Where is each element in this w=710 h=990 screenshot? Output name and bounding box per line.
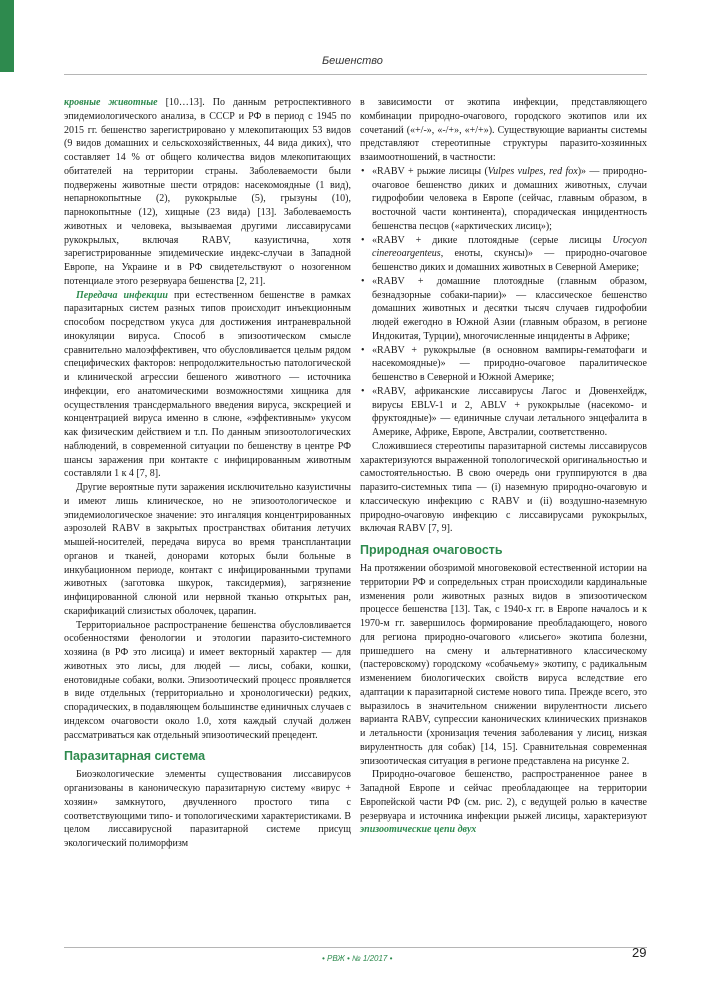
list-item: • «RABV + домашние плотоядные (главным образом, безнадзорные собаки-парии)» — классическое бешенство домашних животных и десятки тысяч случаев гидрофобии людей ежегодно в Южной Азии (главным образом, в регионе Индокитая, Турции), многочисленные инциденты в Африке;	[361, 275, 647, 342]
system-variants-list	[360, 165, 647, 440]
section-color-tab	[0, 0, 14, 72]
bullet-icon: •	[361, 385, 365, 397]
paragraph-bioecological: Биоэкологические элементы существования лиссавирусов организованы в каноническую паразитарную систему «вирус + хозяин» замкнутого, двучленного простого типа с соответствующими типо- и топологическими характеристиками. В целом лиссавирусной паразитарной системе присущ экологический полиморфизм	[64, 769, 351, 849]
heading-natural-focality: Природная очаговость	[360, 543, 503, 557]
paragraph-stereotypes: Сложившиеся стереотипы паразитарной системы лиссавирусов характеризуются выраженной топологической оригинальностью и самостоятельностью. В свою очередь они группируются в два паразито-системных типа — (i) наземную природно-очаговую и классическую инфекцию с RABV и (ii) воздушно-наземную природно-очаговую инфекцию с лиссавирусами рукокрылых, включая RABV [7, 9].	[360, 440, 647, 535]
term-epizootic-chains: эпизоотические цепи двух	[360, 824, 477, 836]
page-number: 29	[632, 945, 647, 960]
paragraph-transmission	[64, 289, 351, 482]
term-transmission: Передача инфекции	[76, 289, 168, 301]
list-item: • «RABV + дикие плотоядные (серые лисицы Urocyon cinereoargenteus, еноты, скунсы)» — природно-очаговое бешенство диких и домашних животных в Северной Америке;	[361, 234, 647, 273]
paragraph-other-routes: Другие вероятные пути заражения исключительно казуистичны и имеют лишь клиническое, но не эпизоотологическое и эпидемиологическое значение: это ингаляция концентрированных аэрозолей RABV в закрытых пространствах обитания летучих мышей-носителей, передача вируса во время трансплантации органов и тканей, донорами которых были больные в инкубационном периоде, контакт с инфицированными трупами животных (заготовка шкурок, таксидермия), загрязнение инфицированной слюной или нервной тканью открытых ран, скарификаций слизистых оболочек, царапин.	[64, 482, 351, 617]
bullet-icon: •	[361, 275, 365, 287]
paragraph-transmission-text: при естественном бешенстве в рамках паразитарных систем разных типов происходит инъекционным способом посредством укуса для достижения интраневральной инокуляции вируса. Способ в эпизоотическом смысле сравнительно малоэффективен, что обусловливается целым рядом специфических факторов: непродолжительностью патологической и клинической агрессии бешеного животного — источника инфекции, его анатомическими возможностями хищника для осуществления трансдермального введения вируса, экскрецией и концентрацией вируса именно в слюне, «эффективным» укусом как физическим действием и т.п. По данным эпизоотологических наблюдений, в современной ситуации по бешенству в центре РФ шансы заражения при контакте с инфицированным животным составляли 1 к 4 [7, 8].	[64, 289, 351, 480]
paragraph-territorial-spread: Территориальное распространение бешенства обусловливается особенностями фенологии и этологии паразито-системного хозяина (в РФ это лисица) и имеет векторный характер — для животных это лисы, для людей — лисы, собаки, кошки, енотовидные собаки, волки. Эпизоотический процесс проявляется в виде отдельных (территориально и хронологически) редких, спорадических, в подавляющем большинстве единичных случаев с индексом очаговости около 1.0, хотя каждый случай должен рассматриваться как отдельный эпизоотический прецедент.	[64, 619, 351, 741]
list-item: • «RABV + рыжие лисицы (Vulpes vulpes, red fox)» — природно-очаговое бешенство диких и домашних животных, случаи гидрофобии человека в Европе (сейчас, главным образом, в восточной части континента), спорадическая инцидентность бешенства песцов («арктических лисиц»);	[361, 165, 647, 232]
paragraph-ecotype: в зависимости от экотипа инфекции, представляющего комбинации природно-очагового, городского экотипов или их сочетаний («+/-», «-/+», «+/+»). Существующие варианты системы представляют стереотипные структуры паразито-хозяинных взаимоотношений, в частности:	[360, 97, 647, 163]
right-text-column	[360, 96, 647, 837]
list-item: • «RABV, африканские лиссавирусы Лагос и Дювенхейдж, вирусы EBLV-1 и 2, ABLV + рукокрылые (насекомо- и фруктоядные)» — единичные случаи летального энцефалита в Америке, Африке, Европе, Австралии, соответственно.	[361, 385, 647, 438]
paragraph-history: На протяжении обозримой многовековой естественной истории на территории РФ и сопредельных стран происходили кардинальные изменения роли животных разных видов в эпизоотическом процессе бешенства [13]. Так, с 1940-х гг. в Европе началось и к 1970-м гг. завершилось формирование преобладающего, нового для региона природно-очагового «лисьего» экотипа болезни, пришедшего на смену и альтернативного классическому (пастеровскому) городскому «собачьему» экотипу, с радикальным изменением биологических свойств вируса вследствие его адаптации к паразитарной системе нового типа. Прежде всего, это выразилось в значительном снижении вирулентности лисьего варианта RABV, супрессии канонических клинических признаков и летальности (хронизация течения заболевания у лисиц, низкая вирулентность для собак) [14, 15]. Сравнительная современная эпизоотическая ситуация в регионе представлена на рисунке 2.	[360, 563, 647, 767]
paragraph-species	[64, 96, 351, 289]
paragraph-species-text: [10…13]. По данным ретроспективного эпидемиологического анализа, в СССР и РФ в период с 1945 по 2015 гг. бешенство зарегистрировано у млекопитающих 53 видов (9 видов домашних и сельскохозяйственных, 44 вида диких), что составляет 14 % от общего количества видов млекопитающих обитателей на территории страны. Заболеваемости были подвержены животные шести отрядов: насекомоядные (1 вид), непарнокопытные (2), рукокрылые (5), грызуны (10), парнокопытные (12), хищные (23 вида) [13]. Заболеваемость животных и человека, вызываемая другими лиссавирусами рукокрылых, включая RABV, казуистична, хотя зарегистрированные эпидемические индекс-случаи в Западной Европе, на Украине и в РФ свидетельствуют о нозогенном потенциале этого резервуара бешенства [2, 21].	[64, 97, 351, 287]
bullet-icon: •	[361, 344, 365, 356]
paragraph-natural-focal-rabies: Природно-очаговое бешенство, распространенное ранее в Западной Европе и сейчас преобладающее на территории Европейской части РФ (см. рис. 2), с ведущей ролью в качестве резервуара и источника инфекции рыжей лисицы, характеризуют эпизоотические цепи двух	[360, 769, 647, 836]
term-blood-animals: кровные животные	[64, 97, 158, 108]
running-header-title: Бешенство	[322, 55, 383, 67]
list-item: • «RABV + рукокрылые (в основном вампиры-гематофаги и насекомоядные)» — природно-очаговое паралитическое бешенство в Северной и Южной Америке;	[361, 344, 647, 383]
bullet-icon: •	[361, 234, 365, 246]
bullet-icon: •	[361, 165, 365, 177]
footer-divider	[64, 947, 647, 948]
heading-parasitic-system: Паразитарная система	[64, 749, 206, 764]
header-divider	[64, 74, 647, 75]
footer-journal-name: • РВЖ • № 1/2017 •	[322, 954, 393, 963]
left-text-column	[64, 96, 351, 851]
